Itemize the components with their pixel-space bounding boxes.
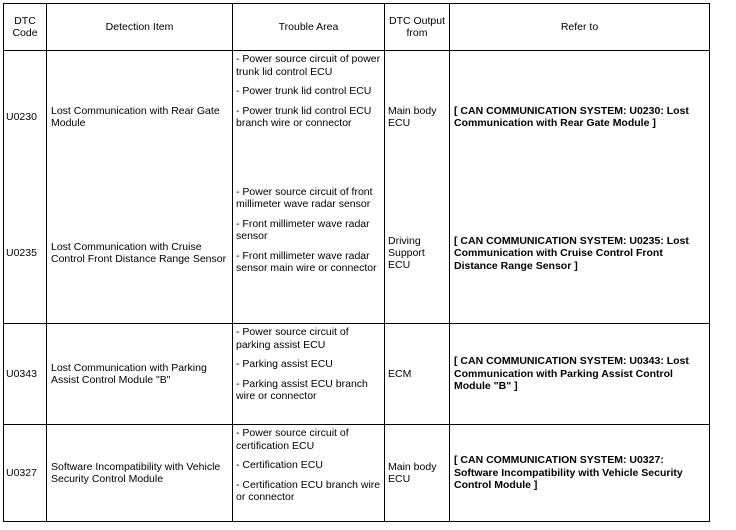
dtc-output-from: Main body ECU <box>385 51 450 184</box>
detection-item: Software Incompatibility with Vehicle Security Control Module <box>47 425 233 522</box>
header-trouble-area: Trouble Area <box>233 4 385 51</box>
refer-to-link[interactable]: [ CAN COMMUNICATION SYSTEM: U0230: Lost Communication with Rear Gate Module ] <box>450 51 710 184</box>
dtc-output-from: ECM <box>385 324 450 425</box>
trouble-area-item: - Parking assist ECU branch wire or connector <box>236 377 368 402</box>
trouble-area-item: - Power trunk lid control ECU <box>236 85 372 97</box>
header-refer-to: Refer to <box>450 4 710 51</box>
dtc-code: U0230 <box>4 51 47 184</box>
detection-item: Lost Communication with Parking Assist Control Module "B" <box>47 324 233 425</box>
trouble-area-item: - Power source circuit of certification ECU <box>236 427 349 452</box>
dtc-output-from: Main body ECU <box>385 425 450 522</box>
table-row <box>4 184 710 324</box>
refer-to-link[interactable]: [ CAN COMMUNICATION SYSTEM: U0235: Lost Communication with Cruise Control Front Distance Range Sensor ] <box>450 184 710 324</box>
table-row <box>4 324 710 425</box>
trouble-area-item: - Power source circuit of parking assist ECU <box>236 326 349 351</box>
trouble-area-item: - Power trunk lid control ECU branch wire or connector <box>236 104 372 129</box>
table-row <box>4 51 710 184</box>
trouble-area-item: - Parking assist ECU <box>236 358 333 370</box>
trouble-area <box>233 51 385 184</box>
dtc-table <box>3 3 710 522</box>
trouble-area <box>233 184 385 324</box>
trouble-area-item: - Certification ECU branch wire or connector <box>236 478 381 503</box>
dtc-output-from: Driving Support ECU <box>385 184 450 324</box>
header-row <box>4 4 710 51</box>
table-row <box>4 425 710 522</box>
dtc-code: U0327 <box>4 425 47 522</box>
header-dtc-code: DTC Code <box>4 4 47 51</box>
trouble-area-item: - Power source circuit of power trunk lid control ECU <box>236 53 381 78</box>
dtc-code: U0343 <box>4 324 47 425</box>
detection-item: Lost Communication with Rear Gate Module <box>47 51 233 184</box>
trouble-area-item: - Front millimeter wave radar sensor main wire or connector <box>236 249 377 274</box>
refer-to-link[interactable]: [ CAN COMMUNICATION SYSTEM: U0327: Software Incompatibility with Vehicle Security Control Module ] <box>450 425 710 522</box>
trouble-area <box>233 425 385 522</box>
trouble-area <box>233 324 385 425</box>
trouble-area-item: - Front millimeter wave radar sensor <box>236 217 370 242</box>
header-dtc-output-from: DTC Output from <box>385 4 450 51</box>
header-detection-item: Detection Item <box>47 4 233 51</box>
refer-to-link[interactable]: [ CAN COMMUNICATION SYSTEM: U0343: Lost Communication with Parking Assist Control Module "B" ] <box>450 324 710 425</box>
trouble-area-item: - Power source circuit of front millimeter wave radar sensor <box>236 185 373 210</box>
dtc-code: U0235 <box>4 184 47 324</box>
detection-item: Lost Communication with Cruise Control Front Distance Range Sensor <box>47 184 233 324</box>
trouble-area-item: - Certification ECU <box>236 459 323 471</box>
